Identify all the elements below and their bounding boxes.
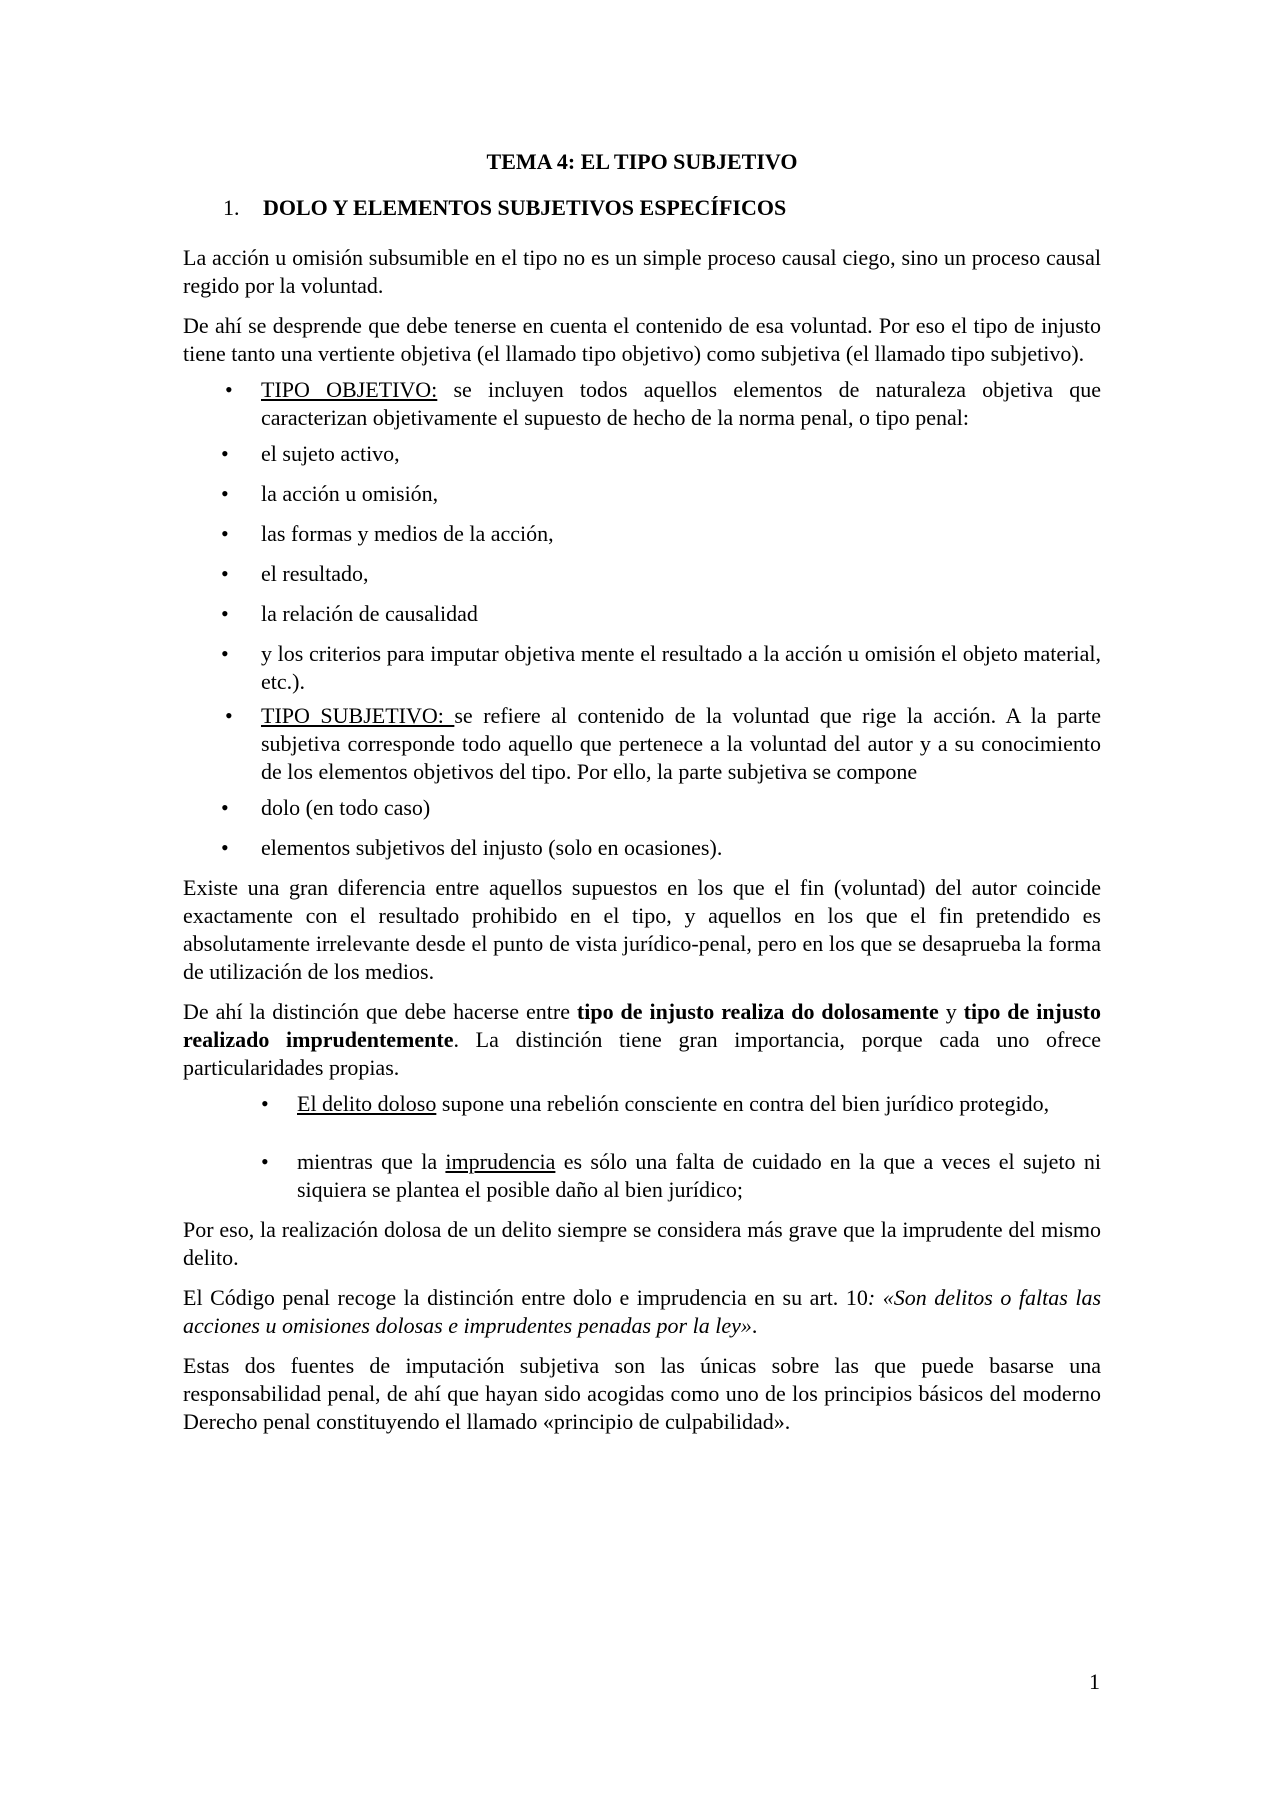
- bullet-icon: •: [221, 481, 229, 506]
- list-item-imprudencia: [183, 1148, 1101, 1204]
- bullet-icon: •: [221, 641, 229, 666]
- p4-text-a: De ahí la distinción que debe hacerse entre: [183, 999, 577, 1024]
- imprudencia-text: es sólo una falta de cuidado en la que a veces el sujeto ni siquiera se plantea el posible daño al bien jurídico;: [297, 1149, 1101, 1202]
- paragraph-4: [183, 998, 1101, 1082]
- page-number: 1: [1089, 1669, 1100, 1694]
- tipo-subjetivo-label: TIPO SUBJETIVO:: [261, 703, 455, 728]
- list-item: [105, 520, 1101, 548]
- imprudencia-prefix: mientras que la: [297, 1149, 446, 1174]
- distincion-list: [183, 1090, 1101, 1204]
- document-title: TEMA 4: EL TIPO SUBJETIVO: [486, 149, 798, 174]
- delito-doloso-label: El delito doloso: [297, 1091, 437, 1116]
- list-item-text: la relación de causalidad: [261, 601, 478, 626]
- bullet-icon: •: [261, 1091, 269, 1116]
- list-item-text: la acción u omisión,: [261, 481, 439, 506]
- section-heading: [183, 194, 1101, 222]
- bullet-icon: •: [225, 703, 233, 728]
- objetivo-sublist: [183, 440, 1101, 696]
- tipo-objetivo-label: TIPO OBJETIVO:: [261, 377, 438, 402]
- p4-text-d: . La distinción tiene gran importancia, porque cada uno ofrece particularidades propias.: [183, 1027, 1101, 1080]
- bullet-icon: •: [221, 521, 229, 546]
- tipo-subjetivo-text: se refiere al contenido de la voluntad que rige la acción. A la parte subjetiva corresponde todo aquello que pertenece a la voluntad del autor y a su conocimiento de los elementos objetivos del tipo. Por ello, la parte subjetiva se compone: [261, 703, 1101, 784]
- tipo-list: [183, 376, 1101, 862]
- list-item: [105, 440, 1101, 468]
- list-item: [105, 480, 1101, 508]
- imprudencia-label: imprudencia: [445, 1149, 556, 1174]
- p6-end: .: [751, 1313, 758, 1338]
- list-item: [105, 794, 1101, 822]
- bullet-icon: •: [261, 1149, 269, 1174]
- list-item-text: las formas y medios de la acción,: [261, 521, 554, 546]
- section-title: DOLO Y ELEMENTOS SUBJETIVOS ESPECÍFICOS: [263, 195, 787, 220]
- list-item-tipo-subjetivo: [183, 702, 1101, 862]
- list-item-doloso: [183, 1090, 1101, 1118]
- paragraph-1: La acción u omisión subsumible en el tipo no es un simple proceso causal ciego, sino un proceso causal regido por la voluntad.: [183, 245, 1101, 298]
- bullet-icon: •: [221, 601, 229, 626]
- tipo-objetivo-text: se incluyen todos aquellos elementos de naturaleza objetiva que caracterizan objetivamente el supuesto de hecho de la norma penal, o tipo penal:: [261, 377, 1102, 430]
- delito-doloso-text: supone una rebelión consciente en contra del bien jurídico protegido,: [436, 1091, 1050, 1116]
- list-item-text: el resultado,: [261, 561, 369, 586]
- bullet-icon: •: [221, 561, 229, 586]
- subjetivo-sublist: [183, 794, 1101, 862]
- section-number: 1.: [223, 195, 240, 220]
- p6-text: El Código penal recoge la distinción entre dolo e imprudencia en su art. 10: [183, 1285, 868, 1310]
- p4-text-c: y: [938, 999, 964, 1024]
- list-item-text: elementos subjetivos del injusto (solo en ocasiones).: [261, 835, 723, 860]
- bullet-icon: •: [221, 835, 229, 860]
- p6-quote: : «Son delitos o faltas las acciones u omisiones dolosas e imprudentes penadas por la ley»: [183, 1285, 1102, 1338]
- list-item: [105, 834, 1101, 862]
- bullet-icon: •: [225, 377, 233, 402]
- list-item-text: y los criterios para imputar objetiva mente el resultado a la acción u omisión el objeto material, etc.).: [261, 641, 1101, 694]
- list-item-text: dolo (en todo caso): [261, 795, 431, 820]
- page-content: [183, 148, 1101, 1436]
- list-item: [105, 600, 1101, 628]
- list-item: [105, 640, 1101, 696]
- bullet-icon: •: [221, 795, 229, 820]
- list-item: [105, 560, 1101, 588]
- p4-bold-doloso: tipo de injusto realiza do dolosamente: [576, 999, 939, 1024]
- paragraph-2: De ahí se desprende que debe tenerse en cuenta el contenido de esa voluntad. Por eso el tipo de injusto tiene tanto una vertiente objetiva (el llamado tipo objetivo) como subjetiva (el llamado tipo subjetivo).: [183, 313, 1101, 366]
- bullet-icon: •: [221, 441, 229, 466]
- paragraph-3: Existe una gran diferencia entre aquellos supuestos en los que el fin (voluntad) del autor coincide exactamente con el resultado prohibido en el tipo, y aquellos en los que el fin pretendido es absolutamente irrelevante desde el punto de vista jurídico-penal, pero en los que se desaprueba la forma de utilización de los medios.: [183, 875, 1101, 984]
- paragraph-6: [183, 1284, 1101, 1340]
- list-item-tipo-objetivo: [183, 376, 1101, 696]
- paragraph-7: Estas dos fuentes de imputación subjetiva son las únicas sobre las que puede basarse una responsabilidad penal, de ahí que hayan sido acogidas como uno de los principios básicos del moderno Derecho penal constituyendo el llamado «principio de culpabilidad».: [183, 1353, 1101, 1434]
- p4-bold-imprudente: tipo de injusto realizado imprudentemente: [183, 999, 1102, 1052]
- list-item-text: el sujeto activo,: [261, 441, 400, 466]
- paragraph-5: Por eso, la realización dolosa de un delito siempre se considera más grave que la imprudente del mismo delito.: [183, 1217, 1101, 1270]
